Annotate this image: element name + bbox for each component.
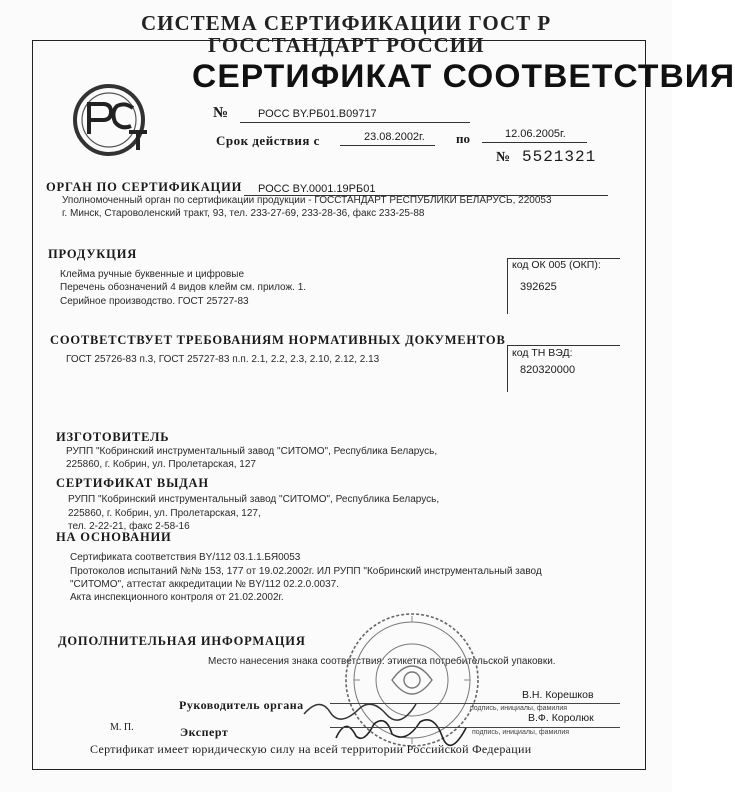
- number-underline: [240, 122, 470, 123]
- certificate-title: СЕРТИФИКАТ СООТВЕТСТВИЯ: [192, 58, 735, 94]
- issued-to-line-2: 225860, г. Кобрин, ул. Пролетарская, 127,: [68, 508, 261, 519]
- expert-label: Эксперт: [180, 725, 229, 739]
- issued-to-heading: СЕРТИФИКАТ ВЫДАН: [56, 476, 209, 490]
- cert-body-line-2: г. Минск, Староволенский тракт, 93, тел. 233-27-69, 233-28-36, факс 233-25-88: [62, 208, 425, 219]
- product-heading: ПРОДУКЦИЯ: [48, 247, 138, 261]
- cert-body-code: РОСС BY.0001.19РБ01: [258, 183, 376, 195]
- agency-title: ГОССТАНДАРТ РОССИИ: [208, 33, 485, 57]
- rst-logo-icon: [69, 80, 155, 160]
- serial-number: 5521321: [522, 148, 597, 166]
- basis-line-2: Протоколов испытаний №№ 153, 177 от 19.02.2002г. ИЛ РУПП "Кобринский инструментальный завод: [70, 566, 542, 577]
- mp-label: М. П.: [110, 722, 134, 733]
- certificate-number: РОСС BY.РБ01.В09717: [258, 108, 377, 120]
- serial-label: №: [496, 150, 511, 165]
- okp-value: 392625: [520, 281, 557, 293]
- head-signature-caption: подпись, инициалы, фамилия: [470, 705, 568, 712]
- expert-signature-caption: подпись, инициалы, фамилия: [472, 729, 570, 736]
- validity-to-label: по: [456, 131, 470, 146]
- issued-to-line-3: тел. 2-22-21, факс 2-58-16: [68, 521, 190, 532]
- additional-heading: ДОПОЛНИТЕЛЬНАЯ ИНФОРМАЦИЯ: [58, 634, 306, 648]
- from-underline: [340, 145, 435, 146]
- basis-line-1: Сертификата соответствия BY/112 03.1.1.БЯ0053: [70, 552, 301, 563]
- cert-body-heading: ОРГАН ПО СЕРТИФИКАЦИИ: [46, 180, 243, 194]
- manufacturer-heading: ИЗГОТОВИТЕЛЬ: [56, 430, 170, 444]
- handwritten-signature-expert: [330, 712, 470, 746]
- to-underline: [482, 142, 587, 143]
- basis-line-3: "СИТОМО", аттестат аккредитации № BY/112 02.2.0.0037.: [70, 579, 340, 590]
- product-line-2: Перечень обозначений 4 видов клейм см. прилож. 1.: [60, 282, 307, 293]
- manufacturer-line-2: 225860, г. Кобрин, ул. Пролетарская, 127: [66, 459, 256, 470]
- number-label: №: [213, 105, 229, 121]
- tnved-value: 820320000: [520, 364, 576, 376]
- validity-from: 23.08.2002г.: [364, 131, 425, 143]
- tnved-label: код ТН ВЭД:: [512, 347, 573, 359]
- product-line-3: Серийное производство. ГОСТ 25727-83: [60, 296, 249, 307]
- basis-heading: НА ОСНОВАНИИ: [56, 530, 172, 544]
- footer-validity-note: Сертификат имеет юридическую силу на всей территории Российской Федерации: [90, 742, 532, 756]
- expert-name: В.Ф. Королюк: [528, 712, 594, 724]
- issued-to-line-1: РУПП "Кобринский инструментальный завод "СИТОМО", Республика Беларусь,: [68, 494, 440, 505]
- basis-line-4: Акта инспекционного контроля от 21.02.2002г.: [70, 592, 284, 603]
- validity-label: Срок действия с: [216, 133, 320, 148]
- head-signature-line: [330, 703, 620, 704]
- head-of-body-label: Руководитель органа: [179, 698, 304, 712]
- product-line-1: Клейма ручные буквенные и цифровые: [60, 269, 245, 280]
- additional-line-1: Место нанесения знака соответствия: этикетка потребительской упаковки.: [208, 656, 556, 667]
- compliance-heading: СООТВЕТСТВУЕТ ТРЕБОВАНИЯМ НОРМАТИВНЫХ ДОКУМЕНТОВ: [50, 333, 506, 347]
- compliance-line-1: ГОСТ 25726-83 п.3, ГОСТ 25727-83 п.п. 2.1, 2.2, 2.3, 2.10, 2.12, 2.13: [66, 354, 380, 365]
- head-of-body-name: В.Н. Корешков: [522, 689, 594, 701]
- cert-body-line-1: Уполномоченный орган по сертификации продукции - ГОССТАНДАРТ РЕСПУБЛИКИ БЕЛАРУСЬ, 220053: [62, 195, 552, 206]
- validity-to: 12.06.2005г.: [505, 128, 566, 140]
- system-title: СИСТЕМА СЕРТИФИКАЦИИ ГОСТ Р: [141, 11, 552, 35]
- expert-signature-line: [330, 727, 620, 728]
- okp-label: код ОК 005 (ОКП):: [512, 259, 601, 271]
- manufacturer-line-1: РУПП "Кобринский инструментальный завод "СИТОМО", Республика Беларусь,: [66, 446, 438, 457]
